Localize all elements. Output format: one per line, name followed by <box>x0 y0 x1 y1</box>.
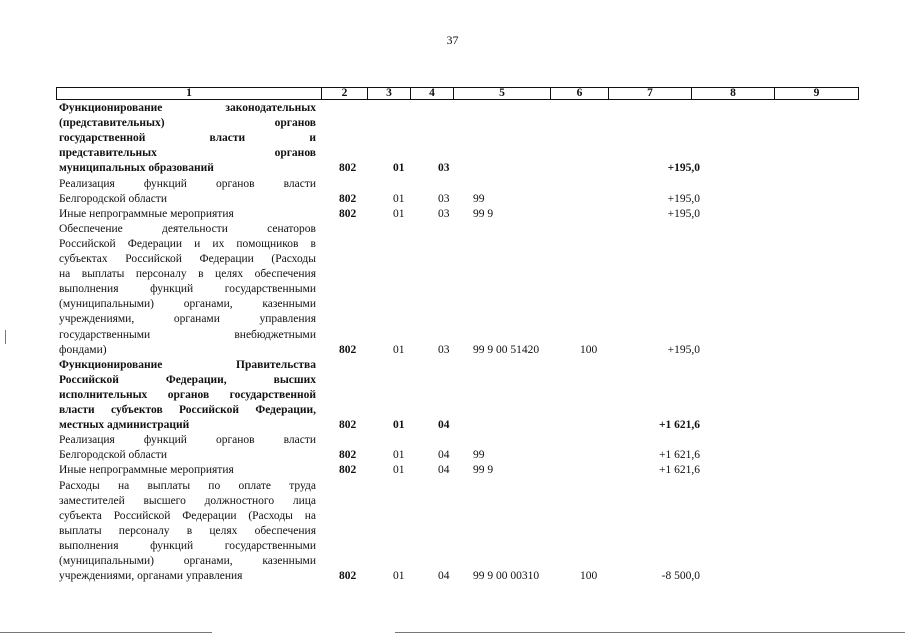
row-6-cell-target-article: 99 9 <box>473 464 494 477</box>
row-7-description-line: выплаты персоналу в целях обеспечения <box>59 524 316 537</box>
row-2-cell-target-article: 99 9 <box>473 207 494 220</box>
row-2-cell-section: 01 <box>393 207 405 220</box>
row-3-description-line: на выплаты персоналу в целях обеспечения <box>59 268 316 281</box>
row-0-cell-section: 01 <box>393 162 405 175</box>
row-4-description-line: власти субъектов Российской Федерации, <box>59 404 316 416</box>
row-1-description-line: Реализация функций органов власти <box>59 177 316 190</box>
row-6-cell-code: 802 <box>339 464 357 477</box>
table-header <box>56 87 859 100</box>
row-6-description-line: Иные непрограммные мероприятия <box>59 464 234 477</box>
row-3-description-line: Обеспечение деятельности сенаторов <box>59 222 316 235</box>
header-cell-col2: 2 <box>321 88 367 99</box>
header-cell-col3: 3 <box>367 88 410 99</box>
row-4-description-line: местных администраций <box>59 419 190 432</box>
row-1-cell-section: 01 <box>393 192 405 205</box>
row-0-description-line: представительных органов <box>59 147 316 160</box>
row-4-description-line: Российской Федерации, высших <box>59 373 316 386</box>
row-7-description-line: (муниципальными) органами, казенными <box>59 555 316 567</box>
row-0-description-line: (представительных) органов <box>59 117 316 130</box>
scan-edge-mark <box>5 330 6 344</box>
scan-edge-mark <box>0 632 212 633</box>
row-2-cell-subsection: 03 <box>438 207 450 220</box>
row-3-cell-section: 01 <box>393 343 405 356</box>
row-5-cell-amount: +1 621,6 <box>659 449 700 462</box>
row-4-cell-code: 802 <box>339 419 357 432</box>
row-1-cell-subsection: 03 <box>438 192 450 205</box>
scan-edge-mark <box>395 632 905 633</box>
row-5-cell-subsection: 04 <box>438 449 450 462</box>
header-cell-col8: 8 <box>691 88 774 99</box>
row-3-cell-target-article: 99 9 00 51420 <box>473 343 540 356</box>
row-3-cell-expense-type: 100 <box>580 343 598 356</box>
row-2-description-line: Иные непрограммные мероприятия <box>59 207 234 220</box>
row-0-cell-amount: +195,0 <box>667 162 700 175</box>
row-6-cell-amount: +1 621,6 <box>659 464 700 477</box>
row-4-description-line: Функционирование Правительства <box>59 358 316 371</box>
row-3-description-line: фондами) <box>59 343 107 356</box>
row-7-cell-target-article: 99 9 00 00310 <box>473 570 540 583</box>
row-7-cell-amount: -8 500,0 <box>661 570 700 583</box>
row-1-description-line: Белгородской области <box>59 192 167 205</box>
row-2-cell-amount: +195,0 <box>667 207 700 220</box>
row-0-description-line: муниципальных образований <box>59 162 214 175</box>
header-cell-col7: 7 <box>608 88 691 99</box>
header-cell-col1: 1 <box>186 87 192 99</box>
row-7-cell-section: 01 <box>393 570 405 583</box>
row-4-cell-section: 01 <box>393 419 405 432</box>
row-3-cell-amount: +195,0 <box>667 343 700 356</box>
row-3-description-line: выполнения функций государственными <box>59 283 316 296</box>
row-3-description-line: субъектах Российской Федерации (Расходы <box>59 253 316 265</box>
row-2-cell-code: 802 <box>339 207 357 220</box>
header-cell-col9: 9 <box>774 88 858 99</box>
header-cell-col4: 4 <box>410 88 453 99</box>
row-0-description-line: Функционирование законодательных <box>59 102 316 114</box>
row-1-cell-amount: +195,0 <box>667 192 700 205</box>
row-0-cell-code: 802 <box>339 162 357 175</box>
row-3-description-line: (муниципальными) органами, казенными <box>59 298 316 311</box>
page-number: 37 <box>446 33 459 47</box>
row-7-description-line: учреждениями, органами управления <box>59 570 243 583</box>
row-7-description-line: Расходы на выплаты по оплате труда <box>59 479 316 492</box>
row-5-cell-section: 01 <box>393 449 405 462</box>
row-4-description-line: исполнительных органов государственной <box>59 388 316 401</box>
row-0-description-line: государственной власти и <box>59 132 316 145</box>
row-1-cell-code: 802 <box>339 192 357 205</box>
row-6-cell-subsection: 04 <box>438 464 450 477</box>
header-cell-col5: 5 <box>453 88 550 99</box>
row-3-description-line: государственными внебюджетными <box>59 328 316 341</box>
row-7-description-line: заместителей высшего должностного лица <box>59 494 316 507</box>
row-5-cell-target-article: 99 <box>473 449 485 462</box>
row-0-cell-subsection: 03 <box>438 162 450 175</box>
row-3-cell-subsection: 03 <box>438 343 450 356</box>
row-1-cell-target-article: 99 <box>473 192 485 205</box>
row-7-description-line: субъекта Российской Федерации (Расходы на <box>59 509 316 522</box>
row-4-cell-subsection: 04 <box>438 419 450 432</box>
row-6-cell-section: 01 <box>393 464 405 477</box>
row-7-cell-expense-type: 100 <box>580 570 598 583</box>
header-cell-col6: 6 <box>550 88 608 99</box>
row-7-description-line: выполнения функций государственными <box>59 539 316 552</box>
row-3-cell-code: 802 <box>339 343 357 356</box>
row-3-description-line: Российской Федерации и их помощников в <box>59 237 316 250</box>
row-5-cell-code: 802 <box>339 449 357 462</box>
row-5-description-line: Белгородской области <box>59 449 167 462</box>
row-7-cell-subsection: 04 <box>438 570 450 583</box>
row-3-description-line: учреждениями, органами управления <box>59 313 316 326</box>
row-5-description-line: Реализация функций органов власти <box>59 434 316 447</box>
row-7-cell-code: 802 <box>339 570 357 583</box>
row-4-cell-amount: +1 621,6 <box>658 419 700 432</box>
